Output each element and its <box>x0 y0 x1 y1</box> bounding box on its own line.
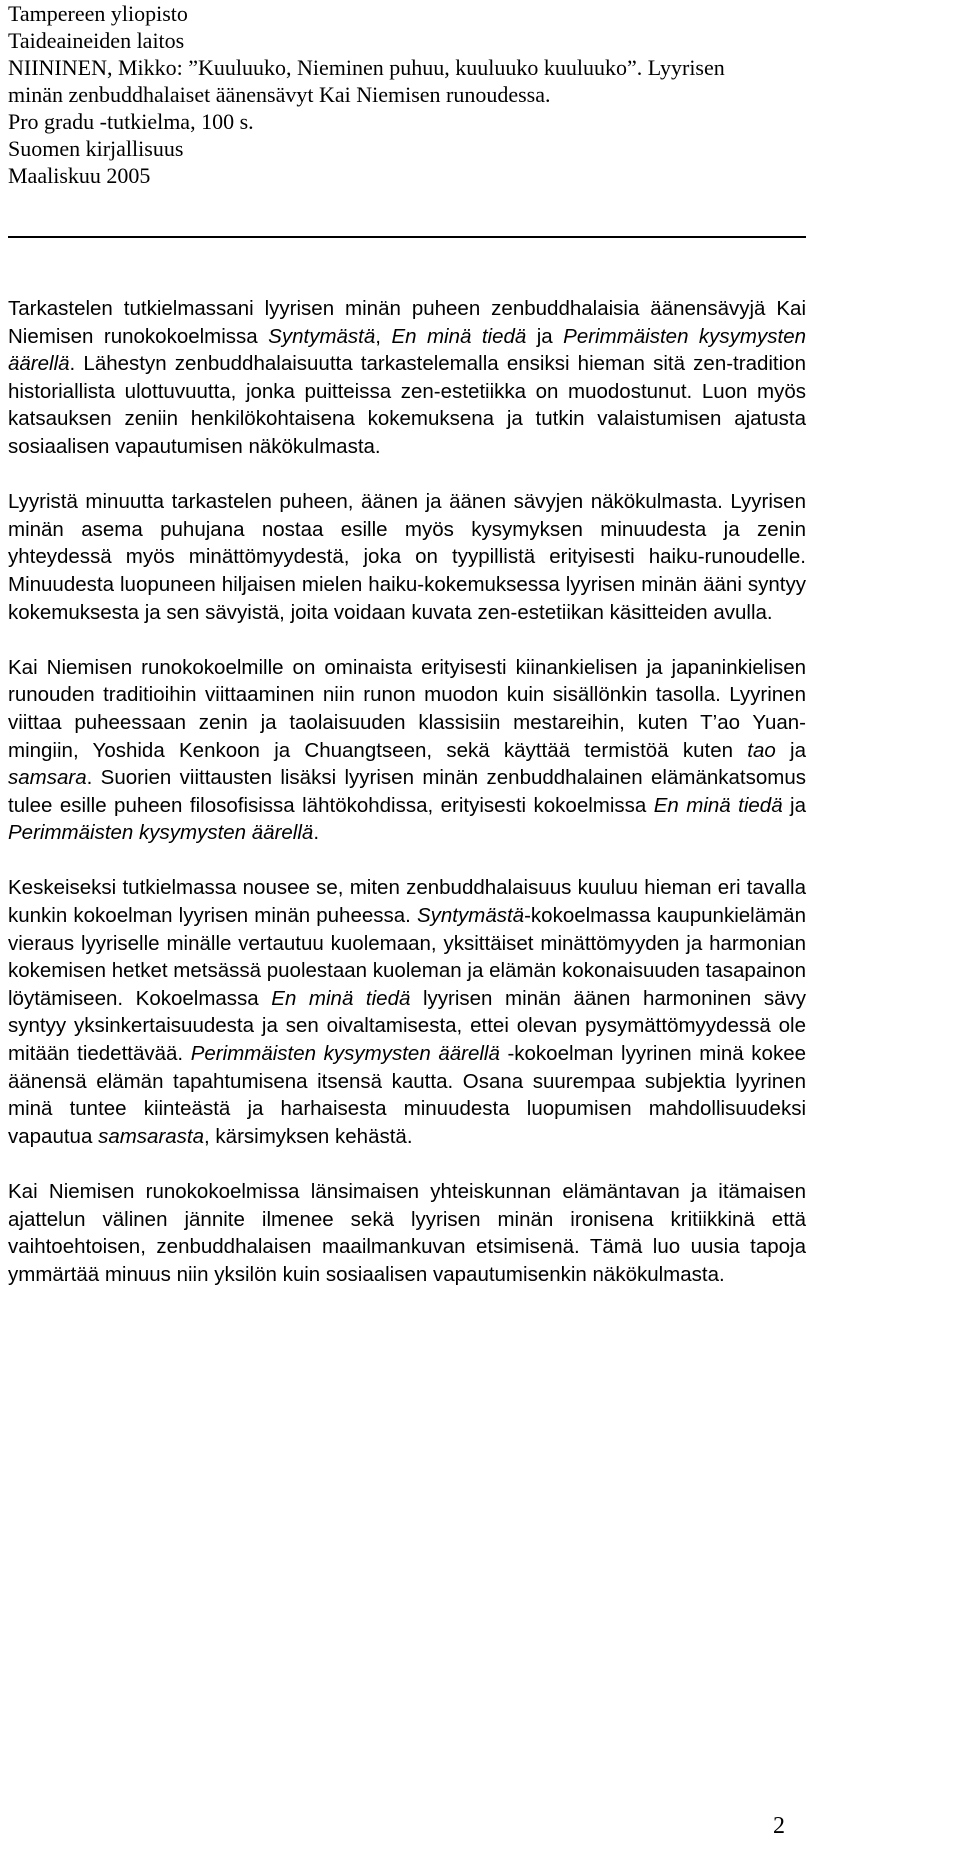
italic-title: samsara <box>8 766 87 790</box>
abstract <box>8 295 806 1316</box>
abstract-paragraph-5 <box>8 1178 806 1288</box>
text-run: Kai Niemisen runokokoelmille on ominaista erityisesti kiinankielisen ja japaninkielisen runouden traditioihin viittaaminen niin runon muodon kuin sisällönkin tasolla. Lyyrinen viittaa puheessaan zenin ja taolaisuuden klassisiin mestareihin, kuten T’ao Yuan-mingiin, Yoshida Kenkoon ja Chuangtseen, sekä käyttää termistöä kuten <box>8 655 806 762</box>
text-run: . Lähestyn zenbuddhalaisuutta tarkastelemalla ensiksi hieman sitä zen-tradition historiallista ulottuvuutta, jonka puitteissa zen-estetiikka on muodostunut. Luon myös katsauksen zeniin henkilökohtaisena kokemuksena ja tutkin valaistumisen ajatusta sosiaalisen vapautumisen näkökulmasta. <box>8 352 806 458</box>
text-run: , <box>375 324 392 348</box>
abstract-paragraph-3 <box>8 654 806 847</box>
header-divider <box>8 236 806 238</box>
italic-title: samsarasta <box>98 1124 205 1148</box>
text-run: Lyyristä minuutta tarkastelen puheen, äänen ja äänen sävyjen näkökulmasta. Lyyrisen minän asema puhujana nostaa esille myös kysymyksen minuudesta ja zenin yhteydessä myös minättömyydestä, joka on tyypillistä erityisesti haiku-runoudelle. Minuudesta luopuneen hiljaisen mielen haiku-kokemuksessa lyyrisen minän ääni syntyy kokemuksesta ja sen sävyistä, joita voidaan kuvata zen-estetiikan käsitteiden avulla. <box>8 490 806 624</box>
citation-line-2: minän zenbuddhalaiset äänensävyt Kai Niemisen runoudessa. <box>8 82 551 107</box>
text-run: ja <box>775 738 806 762</box>
italic-title: En minä tiedä <box>653 793 783 817</box>
text-run: . Suorien viittausten lisäksi lyyrisen minän zenbuddhalainen elämänkatsomus tulee esille puheen filosofisissa lähtökohdissa, erityisesti kokoelmissa <box>8 766 806 817</box>
italic-title: Perimmäisten kysymysten äärellä <box>190 1042 500 1066</box>
university-name: Tampereen yliopisto <box>8 1 188 26</box>
italic-title: En minä tiedä <box>391 324 527 348</box>
italic-title: En minä tiedä <box>271 986 411 1010</box>
text-run: . <box>313 821 320 845</box>
page-number: 2 <box>773 1813 785 1839</box>
italic-title: tao <box>747 738 776 762</box>
text-run: ja <box>782 793 806 817</box>
text-run: , kärsimyksen kehästä. <box>204 1124 413 1148</box>
text-run: lyyrisen minän äänen harmoninen sävy syntyy yksinkertaisuudesta ja sen oivaltamisesta, ettei olevan pysymättömyydessä ole mitään tiedettävää. <box>8 986 806 1066</box>
subject: Suomen kirjallisuus <box>8 136 184 161</box>
text-run: -kokoelmassa kaupunkielämän vieraus lyyriselle minälle vertautuu kuolemaan, yksittäiset minättömyyden ja harmonian kokemisen hetket metsässä puolestaan kuoleman ja elämän kokonaisuuden tasapainon löytämiseen. Kokoelmassa <box>8 904 806 1010</box>
italic-title: Perimmäisten kysymysten äärellä <box>8 821 314 845</box>
text-run: ja <box>526 324 564 348</box>
department-name: Taideaineiden laitos <box>8 28 185 53</box>
italic-title: Perimmäisten kysymysten äärellä <box>8 324 806 376</box>
italic-title: Syntymästä <box>268 324 376 348</box>
text-run: Kai Niemisen runokokoelmissa länsimaisen yhteiskunnan elämäntavan ja itämaisen ajattelun välinen jännite ilmenee sekä lyyrisen minän ironisena kritiikkinä että vaihtoehtoisen, zenbuddhalaisen maailmankuvan etsimisenä. Tämä luo uusia tapoja ymmärtää minuus niin yksilön kuin sosiaalisen vapautumisenkin näkökulmasta. <box>8 1180 806 1286</box>
citation-line-1: NIININEN, Mikko: ”Kuuluuko, Nieminen puhuu, kuuluuko kuuluuko”. Lyyrisen <box>8 55 725 80</box>
abstract-paragraph-1 <box>8 295 806 461</box>
text-run: Keskeiseksi tutkielmassa nousee se, miten zenbuddhalaisuus kuuluu hieman eri tavalla kunkin kokoelman lyyrisen minän puheessa. <box>8 876 806 928</box>
abstract-paragraph-2 <box>8 488 806 626</box>
thesis-type: Pro gradu -tutkielma, 100 s. <box>8 109 254 134</box>
date: Maaliskuu 2005 <box>8 163 151 188</box>
document-header <box>8 0 725 189</box>
abstract-paragraph-4 <box>8 874 806 1150</box>
text-run: -kokoelman lyyrinen minä kokee äänensä elämän tapahtumisena itsensä kautta. Osana suurempaa subjektia lyyrinen minä tuntee kiinteästä ja harhaisesta minuudesta luopumisen mahdollisuudeksi vapautua <box>8 1042 806 1148</box>
italic-title: Syntymästä <box>416 904 525 928</box>
text-run: Tarkastelen tutkielmassani lyyrisen minän puheen zenbuddhalaisia äänensävyjä Kai Niemisen runokokoelmissa <box>8 297 806 348</box>
